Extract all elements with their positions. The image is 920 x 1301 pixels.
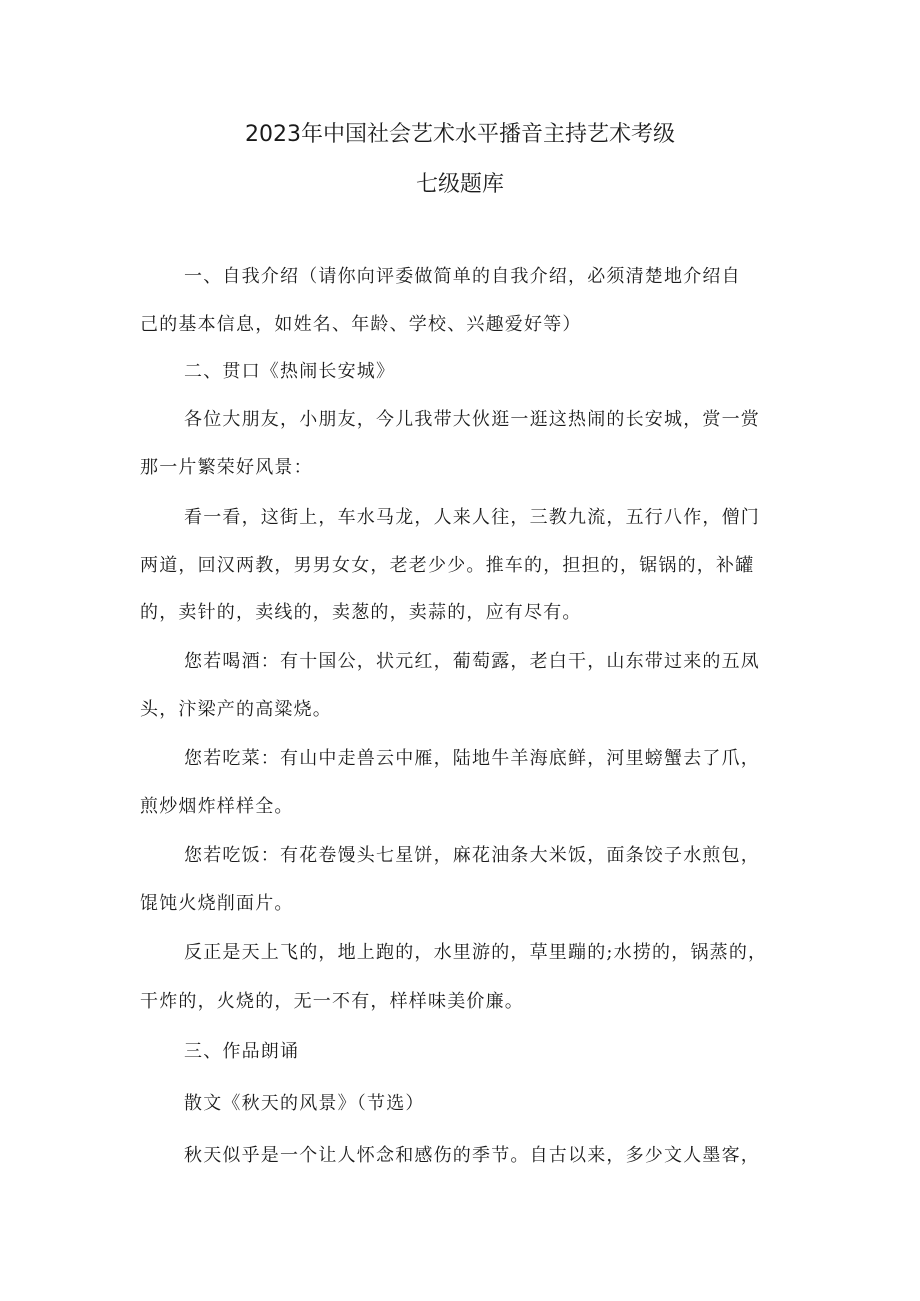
- text-line: 各位大朋友，小朋友，今儿我带大伙逛一逛这热闹的长安城，赏一赏: [184, 409, 760, 430]
- document-title: 2023年中国社会艺术水平播音主持艺术考级: [245, 122, 675, 147]
- text-line: 看一看，这街上，车水马龙，人来人往，三教九流，五行八作，僧门: [184, 507, 760, 528]
- text-line: 那一片繁荣好风景：: [140, 457, 313, 478]
- section-heading-guankou: 二、贯口《热闹长安城》: [184, 361, 396, 382]
- text-line: 干炸的，火烧的，无一不有，样样味美价廉。: [140, 991, 524, 1012]
- text-line: 秋天似乎是一个让人怀念和感伤的季节。自古以来，多少文人墨客，: [184, 1145, 760, 1166]
- section-heading-self-intro: 一、自我介绍（请你向评委做简单的自我介绍，必须清楚地介绍自: [184, 266, 741, 287]
- text-line: 两道，回汉两教，男男女女，老老少少。推车的，担担的，锯锅的，补罐: [140, 555, 755, 576]
- text-line: 您若吃饭：有花卷馒头七星饼，麻花油条大米饭，面条饺子水煎包，: [184, 845, 760, 866]
- text-line: 的，卖针的，卖线的，卖葱的，卖蒜的，应有尽有。: [140, 602, 582, 623]
- text-line: 头，汴梁产的高粱烧。: [140, 699, 332, 720]
- document-subtitle: 七级题库: [415, 172, 504, 197]
- text-line: 馄饨火烧削面片。: [140, 893, 294, 914]
- text-line: 己的基本信息，如姓名、年龄、学校、兴趣爱好等）: [140, 314, 582, 335]
- section-heading-recitation: 三、作品朗诵: [184, 1041, 300, 1062]
- text-line: 您若喝酒：有十国公，状元红，葡萄露，老白干，山东带过来的五凤: [184, 651, 760, 672]
- text-line: 煎炒烟炸样样全。: [140, 796, 294, 817]
- text-line: 反正是天上飞的，地上跑的，水里游的，草里蹦的;水捞的，锅蒸的，: [184, 942, 768, 963]
- text-line: 您若吃菜：有山中走兽云中雁，陆地牛羊海底鲜，河里螃蟹去了爪，: [184, 748, 760, 769]
- work-title: 散文《秋天的风景》（节选）: [184, 1093, 425, 1114]
